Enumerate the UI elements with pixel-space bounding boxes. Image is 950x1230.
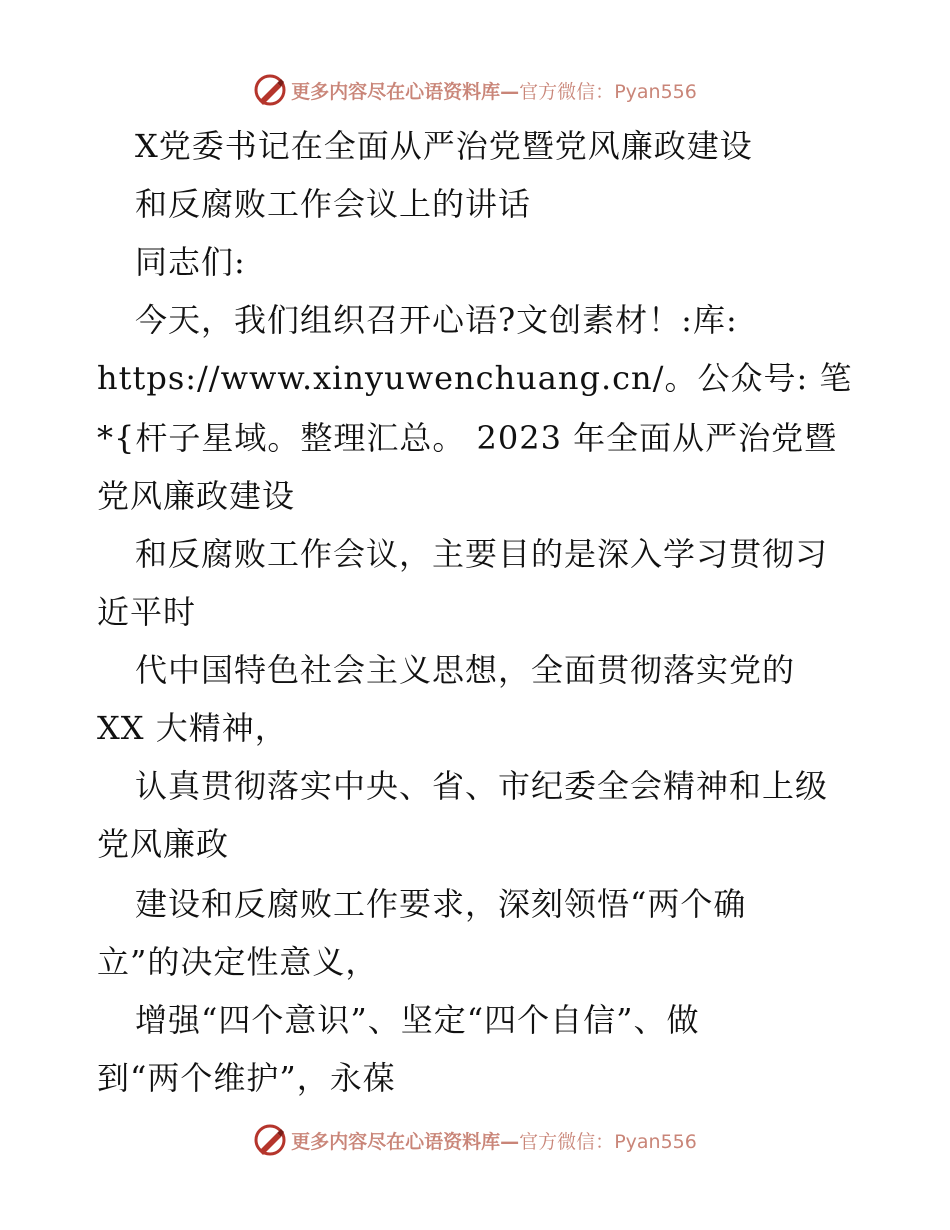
banner-handle: Pyan556 bbox=[614, 1130, 697, 1153]
paragraph-line: *{杆子星域。整理汇总。 2023 年全面从严治党暨 bbox=[97, 419, 838, 457]
paragraph-line: https://www.xinyuwenchuang.cn/。公众号: 笔 bbox=[97, 359, 853, 397]
header-banner bbox=[0, 70, 950, 110]
banner-main-text: 更多内容尽在心语资料库 bbox=[291, 80, 501, 103]
paragraph-line: 代中国特色社会主义思想，全面贯彻落实党的 bbox=[135, 651, 796, 689]
paragraph-line: 认真贯彻落实中央、省、市纪委全会精神和上级 bbox=[135, 767, 829, 805]
banner-main-text: 更多内容尽在心语资料库 bbox=[291, 1130, 501, 1153]
pen-logo-icon bbox=[253, 73, 287, 107]
banner-sub-text: 官方微信： bbox=[519, 80, 615, 103]
banner-handle: Pyan556 bbox=[614, 80, 697, 103]
title-line-2: 和反腐败工作会议上的讲话 bbox=[135, 185, 532, 223]
banner-dash: — bbox=[500, 80, 520, 103]
paragraph-line: 增强“四个意识”、坚定“四个自信”、做 bbox=[135, 1001, 700, 1039]
paragraph-line: 党风廉政 bbox=[97, 825, 230, 863]
paragraph-line: 今天，我们组织召开心语?文创素材！:库: bbox=[135, 301, 738, 339]
title-line-1: X党委书记在全面从严治党暨党风廉政建设 bbox=[135, 127, 753, 165]
salutation: 同志们: bbox=[135, 243, 246, 281]
paragraph-line: 近平时 bbox=[97, 593, 197, 631]
banner-text bbox=[291, 1127, 697, 1154]
paragraph-line: 立”的决定性意义， bbox=[97, 943, 379, 981]
footer-banner bbox=[0, 1120, 950, 1160]
paragraph-line: 党风廉政建设 bbox=[97, 477, 296, 515]
pen-logo-icon bbox=[253, 1123, 287, 1157]
banner-text bbox=[291, 77, 697, 104]
paragraph-line: 和反腐败工作会议，主要目的是深入学习贯彻习 bbox=[135, 535, 829, 573]
banner-sub-text: 官方微信： bbox=[519, 1130, 615, 1153]
banner-dash: — bbox=[500, 1130, 520, 1153]
paragraph-line: 建设和反腐败工作要求，深刻领悟“两个确 bbox=[135, 885, 747, 923]
paragraph-line: 到“两个维护”，永葆 bbox=[97, 1059, 396, 1097]
paragraph-line: XX 大精神， bbox=[97, 709, 288, 747]
